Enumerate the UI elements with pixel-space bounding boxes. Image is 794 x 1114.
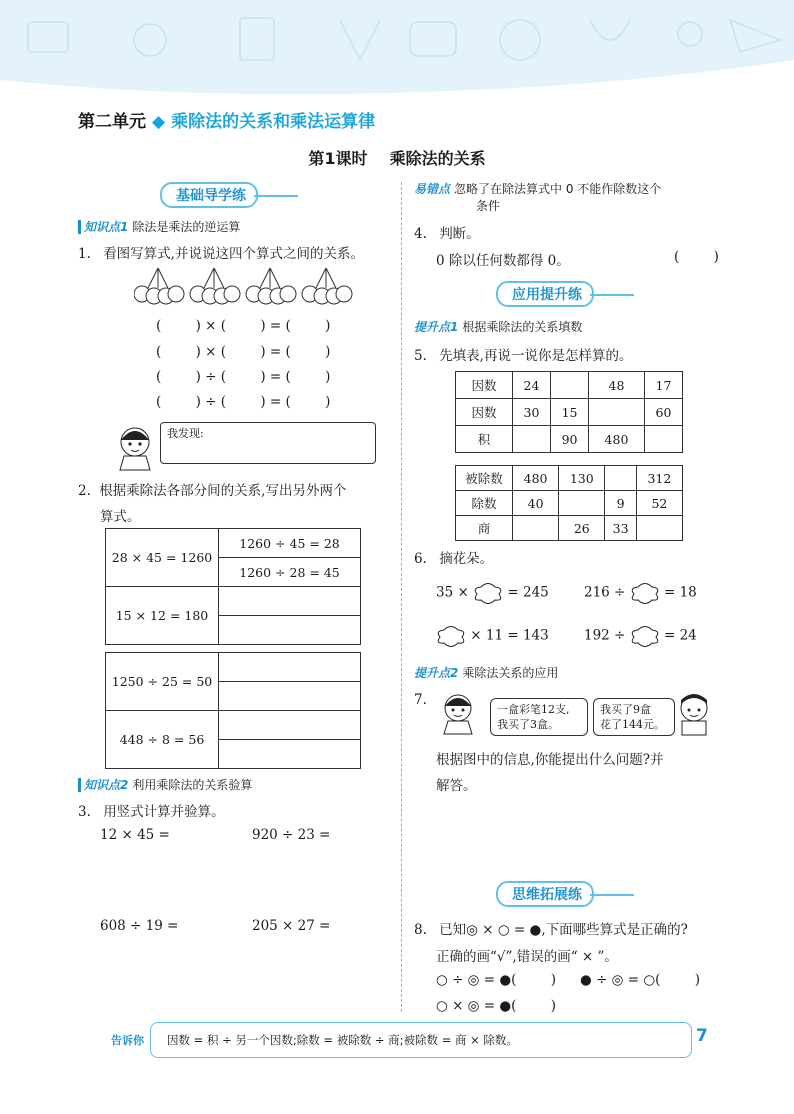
kp1-text: 除法是乘法的逆运算 [132, 220, 241, 234]
discovery-label: 我发现: [167, 427, 204, 440]
q1-row-3[interactable]: ( ) ÷ ( ) = ( ) [156, 369, 331, 385]
q2-table-1 [105, 528, 361, 645]
trap-line2: 条件 [476, 199, 501, 213]
unit-subtitle: 乘除法的关系和乘法运算律 [171, 112, 376, 132]
q6-c-right: × 11 = 143 [470, 627, 549, 644]
kp1-tag: 知识点1 [78, 220, 128, 234]
q5-t1-cell[interactable]: 480 [589, 426, 645, 453]
section-basic-label: 基础导学练 [160, 182, 258, 208]
q5-t2-cell: 除数 [456, 491, 513, 516]
q7-line1: 根据图中的信息,你能提出什么问题?并 [436, 752, 664, 768]
q4-number: 4. [414, 226, 427, 242]
lesson-name: 乘除法的关系 [389, 149, 486, 168]
q5-t1-cell: 积 [456, 426, 513, 453]
q6-expr-d [584, 625, 697, 647]
trap-line1: 忽略了在除法算式中 0 不能作除数这个 [454, 182, 662, 196]
q4-answer-paren[interactable]: ( ) [674, 249, 719, 265]
q2-t1-given-1: 28 × 45 = 1260 [106, 529, 219, 587]
q5-table-2 [455, 465, 683, 541]
q5-t2-cell[interactable]: 312 [636, 466, 682, 491]
flower-blank-icon[interactable] [473, 582, 503, 604]
q7-number: 7. [414, 692, 427, 708]
q2-t2-answer-1b[interactable] [219, 682, 361, 711]
q5-t2-cell[interactable] [559, 491, 605, 516]
section-think-label: 思维拓展练 [496, 881, 594, 907]
q5-t2-cell[interactable] [605, 466, 636, 491]
q6-a-right: = 245 [507, 584, 549, 601]
promotion-point-2 [414, 664, 558, 681]
q2-t1-answer-2b[interactable] [219, 616, 361, 645]
lesson-title [0, 146, 794, 169]
q8-expr-2[interactable]: ● ÷ ◎ = ○( ) [580, 972, 700, 988]
section-apply [496, 281, 634, 305]
q6-d-right: = 24 [663, 627, 697, 644]
q5-t1-cell[interactable]: 17 [644, 372, 682, 399]
q4-stem [414, 222, 480, 242]
unit-label: 第二单元 [78, 112, 146, 132]
q5-t1-cell[interactable]: 15 [551, 399, 589, 426]
tp1-tag: 提升点1 [414, 320, 459, 334]
q5-t1-cell[interactable] [513, 426, 551, 453]
section-basic [160, 182, 298, 206]
q2-t1-given-2: 15 × 12 = 180 [106, 587, 219, 645]
q6-number: 6. [414, 551, 427, 567]
q6-stem [414, 547, 493, 567]
q3-text: 用竖式计算并验算。 [103, 804, 225, 820]
unit-title [78, 107, 375, 132]
q5-number: 5. [414, 348, 427, 364]
q6-b-right: = 18 [663, 584, 697, 601]
q3-number: 3. [78, 804, 91, 820]
bullet-dot-icon: ◆ [152, 112, 166, 132]
tip-tag: 告诉你 [111, 1034, 144, 1047]
q2-t1-answer-2a[interactable] [219, 587, 361, 616]
speech-bubble-girl [490, 698, 588, 736]
q1-stem [78, 242, 364, 262]
q6-expr-b [584, 582, 697, 604]
q5-t1-cell[interactable]: 90 [551, 426, 589, 453]
q2-t2-given-2: 448 ÷ 8 = 56 [106, 711, 219, 769]
bubble1-line2: 我买了3盒。 [497, 718, 559, 731]
q5-t1-cell: 因数 [456, 399, 513, 426]
column-divider [401, 182, 402, 1012]
q5-t2-cell[interactable]: 480 [513, 466, 559, 491]
flower-blank-icon[interactable] [436, 625, 466, 647]
cherry-group-icon [134, 268, 184, 304]
tip-box [150, 1022, 692, 1058]
section-apply-label: 应用提升练 [496, 281, 594, 307]
q6-text: 摘花朵。 [439, 551, 494, 567]
q8-expr-1[interactable]: ○ ÷ ◎ = ●( ) [436, 972, 556, 988]
q2-t2-given-1: 1250 ÷ 25 = 50 [106, 653, 219, 711]
q5-t2-cell[interactable] [636, 516, 682, 541]
bubble2-line2: 花了144元。 [600, 718, 665, 731]
q5-t2-cell[interactable]: 52 [636, 491, 682, 516]
trap-tag: 易错点 [414, 182, 451, 196]
tp2-text: 乘除法关系的应用 [462, 666, 559, 680]
q2-t2-answer-2b[interactable] [219, 740, 361, 769]
flower-blank-icon[interactable] [630, 625, 660, 647]
q5-t1-cell: 因数 [456, 372, 513, 399]
q8-stem [414, 918, 688, 938]
q3-expr-d: 205 × 27 = [252, 918, 331, 934]
q2-t1-answer-1a[interactable]: 1260 ÷ 45 = 28 [219, 529, 361, 558]
q5-table-1 [455, 371, 683, 453]
q1-row-1[interactable]: ( ) × ( ) = ( ) [156, 318, 331, 334]
lesson-number: 第1课时 [308, 149, 368, 168]
q2-t1-answer-1b[interactable]: 1260 ÷ 28 = 45 [219, 558, 361, 587]
q3-stem [78, 800, 225, 820]
boy-avatar-icon [672, 690, 716, 736]
q8-line1: 已知◎ × ○ = ●,下面哪些算式是正确的? [439, 922, 688, 938]
q5-t2-cell[interactable]: 9 [605, 491, 636, 516]
q4-text: 判断。 [439, 226, 480, 242]
q5-t1-cell[interactable] [551, 372, 589, 399]
q7-line2: 解答。 [436, 778, 477, 794]
q2-number: 2. [78, 483, 91, 499]
q6-d-left: 192 ÷ [584, 627, 626, 644]
q5-t2-cell[interactable]: 40 [513, 491, 559, 516]
page-number: 7 [696, 1026, 708, 1046]
tp1-text: 根据乘除法的关系填数 [462, 320, 583, 334]
q5-t1-cell[interactable] [589, 399, 645, 426]
girl-avatar-icon [436, 690, 480, 736]
q5-t2-cell[interactable]: 33 [605, 516, 636, 541]
q5-t1-cell[interactable]: 60 [644, 399, 682, 426]
tip-text: 因数 = 积 ÷ 另一个因数;除数 = 被除数 ÷ 商;被除数 = 商 × 除数。 [167, 1033, 518, 1047]
q5-text: 先填表,再说一说你是怎样算的。 [439, 348, 633, 364]
q5-t2-cell[interactable]: 130 [559, 466, 605, 491]
bubble2-line1: 我买了9盒 [600, 703, 651, 716]
q2-table-2 [105, 652, 361, 769]
q8-number: 8. [414, 922, 427, 938]
q4-statement: 0 除以任何数都得 0。 [436, 253, 570, 269]
banner-wave-decoration [0, 0, 794, 110]
tp2-tag: 提升点2 [414, 666, 459, 680]
q6-a-left: 35 × [436, 584, 469, 601]
q3-expr-a: 12 × 45 = [100, 827, 170, 843]
knowledge-point-1 [78, 218, 240, 235]
q3-expr-c: 608 ÷ 19 = [100, 918, 179, 934]
q1-row-2[interactable]: ( ) × ( ) = ( ) [156, 344, 331, 360]
q5-t1-cell[interactable]: 48 [589, 372, 645, 399]
q5-t1-cell[interactable] [644, 426, 682, 453]
q1-row-4[interactable]: ( ) ÷ ( ) = ( ) [156, 394, 331, 410]
q5-t2-cell[interactable] [513, 516, 559, 541]
q5-stem [414, 344, 632, 364]
flower-blank-icon[interactable] [630, 582, 660, 604]
q2-t2-answer-1a[interactable] [219, 653, 361, 682]
q6-expr-a [436, 582, 549, 604]
q6-b-left: 216 ÷ [584, 584, 626, 601]
cherry-pictures [134, 264, 358, 310]
q8-expr-3[interactable]: ○ × ◎ = ●( ) [436, 998, 556, 1014]
q2-stem [78, 478, 398, 530]
knowledge-point-2 [78, 776, 252, 793]
q2-line2: 算式。 [100, 509, 141, 525]
q5-t2-cell: 被除数 [456, 466, 513, 491]
q5-t2-cell: 商 [456, 516, 513, 541]
promotion-point-1 [414, 318, 582, 335]
q6-expr-c [436, 625, 549, 647]
section-think [496, 881, 634, 905]
q5-t1-cell[interactable]: 30 [513, 399, 551, 426]
q1-number: 1. [78, 246, 91, 262]
kp2-tag: 知识点2 [78, 778, 128, 792]
q5-t2-cell[interactable]: 26 [559, 516, 605, 541]
q2-t2-answer-2a[interactable] [219, 711, 361, 740]
q8-line2: 正确的画“√”,错误的画“ × ”。 [436, 949, 618, 965]
trap-point [414, 180, 661, 197]
girl-avatar-icon [110, 422, 160, 472]
kp2-text: 利用乘除法的关系验算 [132, 778, 253, 792]
q2-line1: 根据乘除法各部分间的关系,写出另外两个 [99, 483, 347, 499]
bubble1-line1: 一盒彩笔12支, [497, 703, 570, 716]
discovery-box[interactable] [160, 422, 376, 464]
q1-text: 看图写算式,并说说这四个算式之间的关系。 [103, 246, 364, 262]
q3-expr-b: 920 ÷ 23 = [252, 827, 331, 843]
speech-bubble-boy [593, 698, 675, 736]
q5-t1-cell[interactable]: 24 [513, 372, 551, 399]
